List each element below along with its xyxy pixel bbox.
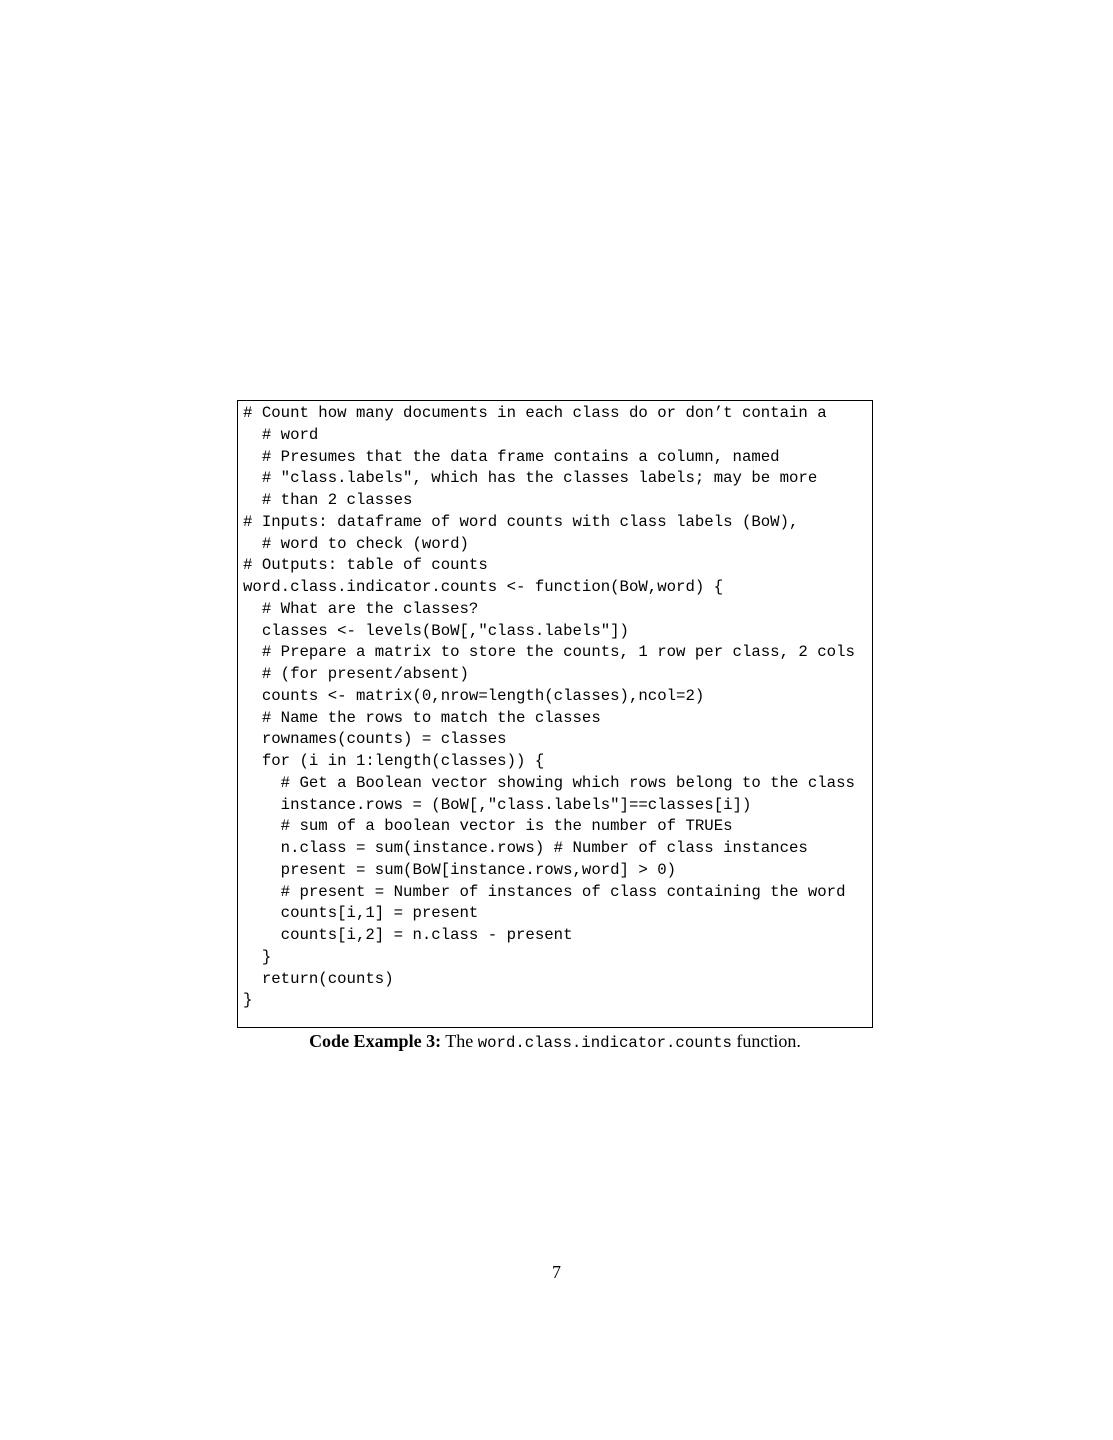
code-line: counts <- matrix(0,nrow=length(classes),ncol=2)	[243, 686, 705, 705]
code-line: classes <- levels(BoW[,"class.labels"])	[243, 621, 629, 640]
code-line: # present = Number of instances of class containing the word	[243, 882, 846, 901]
code-line: word.class.indicator.counts <- function(BoW,word) {	[243, 578, 724, 596]
code-line: present = sum(BoW[instance.rows,word] > 0)	[243, 860, 677, 879]
code-line: counts[i,2] = n.class - present	[243, 926, 573, 944]
code-line: }	[243, 991, 253, 1010]
caption-function-name: word.class.indicator.counts	[477, 1034, 732, 1052]
code-line: # What are the classes?	[243, 599, 479, 618]
code-line: # sum of a boolean vector is the number of TRUEs	[243, 817, 733, 836]
code-line: for (i in 1:length(classes)) {	[243, 752, 545, 770]
caption-text-before: The	[441, 1031, 478, 1051]
code-line: n.class = sum(instance.rows) # Number of class instances	[243, 839, 808, 857]
code-line: # Outputs: table of counts	[243, 556, 488, 575]
code-line: rownames(counts) = classes	[243, 730, 507, 749]
code-line: # "class.labels", which has the classes labels; may be more	[243, 469, 818, 488]
code-line: counts[i,1] = present	[243, 904, 479, 923]
code-line: # word to check (word)	[243, 534, 469, 553]
code-line: # (for present/absent)	[243, 665, 469, 683]
page-number: 7	[552, 1262, 561, 1282]
code-line: # than 2 classes	[243, 491, 413, 509]
code-example-caption	[237, 1029, 873, 1055]
code-line: instance.rows = (BoW[,"class.labels"]==classes[i])	[243, 795, 752, 814]
code-listing-box	[237, 400, 873, 1028]
code-line: # Inputs: dataframe of word counts with class labels (BoW),	[243, 512, 799, 531]
caption-text-after: function.	[731, 1031, 801, 1051]
code-line: # word	[243, 425, 319, 444]
code-line: # Prepare a matrix to store the counts, 1 row per class, 2 cols	[243, 643, 855, 662]
code-line: # Name the rows to match the classes	[243, 708, 601, 727]
caption-label: Code Example 3:	[309, 1031, 442, 1051]
code-line: }	[243, 947, 272, 966]
code-line: # Presumes that the data frame contains a column, named	[243, 447, 780, 466]
code-line: return(counts)	[243, 969, 394, 988]
code-line: # Count how many documents in each class do or don’t contain a	[243, 404, 827, 422]
code-line: # Get a Boolean vector showing which rows belong to the class	[243, 773, 855, 792]
